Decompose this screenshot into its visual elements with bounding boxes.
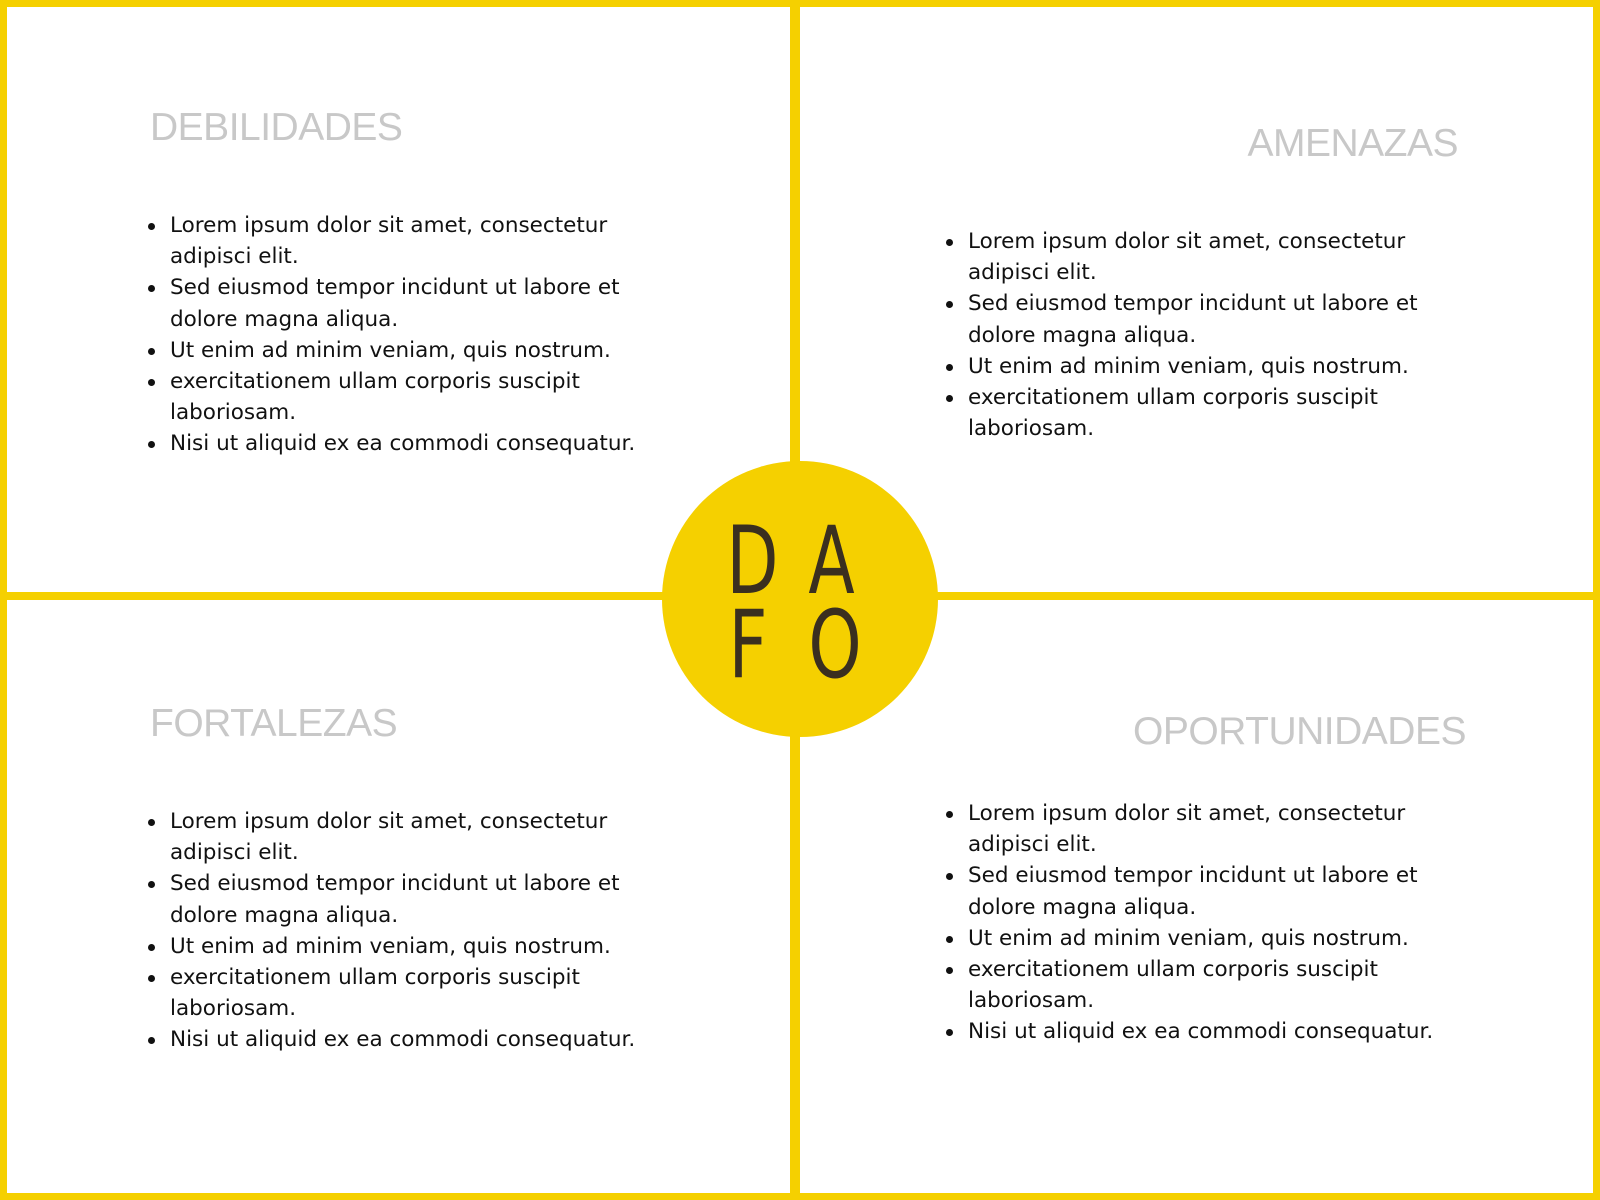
list-item: Ut enim ad minim veniam, quis nostrum. bbox=[170, 335, 670, 366]
list-item: Nisi ut aliquid ex ea commodi consequatur. bbox=[170, 1024, 670, 1055]
list-item: Sed eiusmod tempor incidunt ut labore et dolore magna aliqua. bbox=[170, 272, 670, 334]
list-item: Lorem ipsum dolor sit amet, consectetur adipisci elit. bbox=[968, 226, 1468, 288]
list-item: exercitationem ullam corporis suscipit laboriosam. bbox=[968, 954, 1468, 1016]
center-letter-f: F bbox=[728, 591, 768, 700]
list-item: Nisi ut aliquid ex ea commodi consequatur. bbox=[968, 1016, 1468, 1047]
list-item: Ut enim ad minim veniam, quis nostrum. bbox=[170, 931, 670, 962]
amenazas-title: AMENAZAS bbox=[1247, 122, 1458, 165]
list-item: Nisi ut aliquid ex ea commodi consequatur. bbox=[170, 428, 670, 459]
list-item: exercitationem ullam corporis suscipit laboriosam. bbox=[170, 366, 670, 428]
list-item: Ut enim ad minim veniam, quis nostrum. bbox=[968, 923, 1468, 954]
debilidades-list bbox=[150, 210, 670, 460]
debilidades-title: DEBILIDADES bbox=[150, 106, 403, 149]
list-item: Sed eiusmod tempor incidunt ut labore et dolore magna aliqua. bbox=[968, 860, 1468, 922]
center-letter-d: D bbox=[726, 507, 779, 616]
list-item: Lorem ipsum dolor sit amet, consectetur adipisci elit. bbox=[170, 210, 670, 272]
oportunidades-title: OPORTUNIDADES bbox=[1133, 710, 1466, 753]
center-letter-o: O bbox=[808, 591, 862, 700]
dafo-center-circle bbox=[662, 461, 938, 737]
amenazas-list bbox=[948, 226, 1468, 444]
oportunidades-list bbox=[948, 798, 1468, 1048]
fortalezas-title: FORTALEZAS bbox=[150, 702, 398, 745]
list-item: exercitationem ullam corporis suscipit laboriosam. bbox=[968, 382, 1468, 444]
list-item: Ut enim ad minim veniam, quis nostrum. bbox=[968, 351, 1468, 382]
fortalezas-list bbox=[150, 806, 670, 1056]
list-item: Lorem ipsum dolor sit amet, consectetur adipisci elit. bbox=[968, 798, 1468, 860]
list-item: exercitationem ullam corporis suscipit laboriosam. bbox=[170, 962, 670, 1024]
list-item: Sed eiusmod tempor incidunt ut labore et dolore magna aliqua. bbox=[968, 288, 1468, 350]
center-letter-a: A bbox=[808, 507, 855, 616]
list-item: Lorem ipsum dolor sit amet, consectetur adipisci elit. bbox=[170, 806, 670, 868]
list-item: Sed eiusmod tempor incidunt ut labore et dolore magna aliqua. bbox=[170, 868, 670, 930]
